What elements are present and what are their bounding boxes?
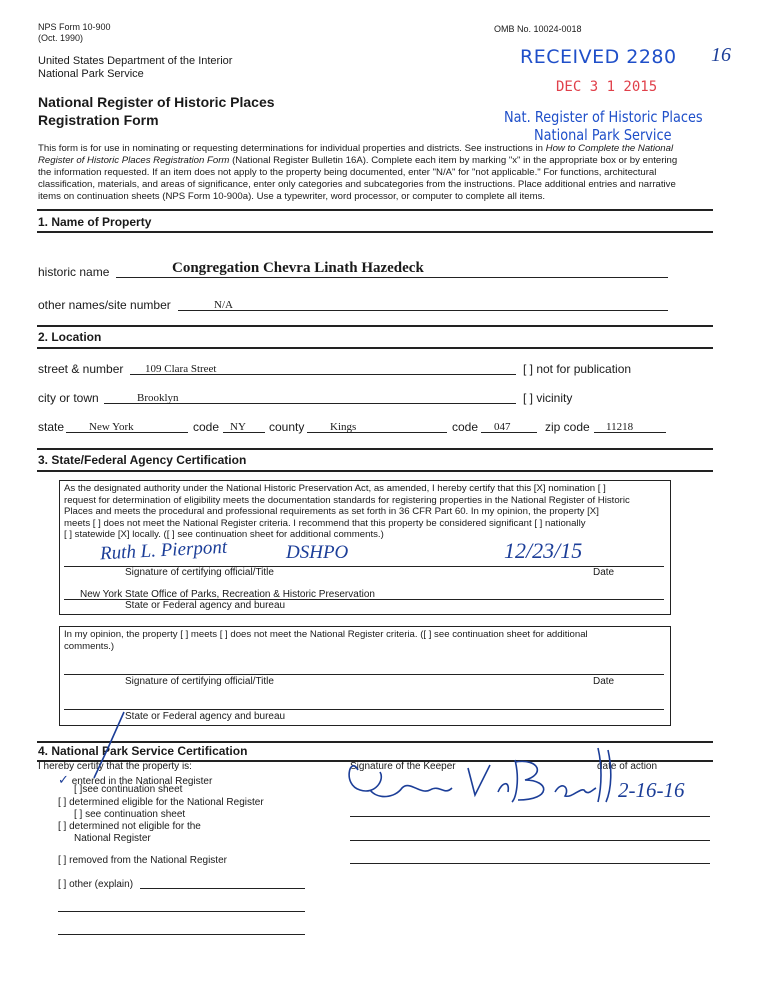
- section2-heading: 2. Location: [38, 330, 102, 344]
- instructions-italic: Register of Historic Places Registration Form: [38, 155, 230, 166]
- entered-checkbox[interactable]: ✓ entered in the National Register: [58, 772, 213, 787]
- date-label: Date: [593, 567, 615, 578]
- cert-line: [ ] statewide [X] locally. ([ ] see continuation sheet for additional comments.): [64, 529, 384, 541]
- opinion-text: [64, 629, 588, 652]
- agency-value: New York State Office of Parks, Recreation & Historic Preservation: [80, 589, 375, 600]
- keeper-check-stroke: [88, 708, 128, 788]
- instructions-italic: How to Complete the National: [542, 143, 674, 154]
- other-names-field[interactable]: [178, 310, 668, 311]
- historic-name-label: historic name: [38, 265, 110, 279]
- entered-label: entered in the National Register: [71, 776, 213, 787]
- other-names-value: N/A: [214, 299, 233, 311]
- date-label-2: Date: [593, 676, 615, 687]
- stamp-service: National Park Service: [534, 126, 672, 144]
- department: United States Department of the Interior: [38, 55, 233, 67]
- keeper-line[interactable]: [350, 840, 710, 841]
- section3-heading: 3. State/Federal Agency Certification: [38, 453, 247, 467]
- date-of-action-label: date of action: [597, 761, 658, 772]
- divider: [37, 448, 713, 450]
- instructions-line: items on continuation sheets (NPS Form 10-900a). Use a typewriter, word processor, or computer to complete all items.: [38, 191, 546, 202]
- continuation-checkbox-2[interactable]: [ ] see continuation sheet: [74, 809, 186, 820]
- divider: [37, 347, 713, 349]
- removed-checkbox[interactable]: [ ] removed from the National Register: [58, 855, 227, 866]
- street-label: street & number: [38, 362, 124, 376]
- cert-line: Places and meets the procedural and professional requirements as set forth in 36 CFR Part 60. In my opinion, the property [X]: [64, 506, 599, 518]
- cert-line: As the designated authority under the National Historic Preservation Act, as amended, I hereby certify that this [X] nomination [ ]: [64, 483, 606, 494]
- form-date: (Oct. 1990): [38, 33, 84, 43]
- certifying-title-handwritten: DSHPO: [286, 542, 349, 563]
- agency-label: State or Federal agency and bureau: [125, 600, 286, 611]
- historic-name-field[interactable]: [116, 277, 668, 278]
- city-label: city or town: [38, 391, 99, 405]
- signature-label-2: Signature of certifying official/Title: [125, 676, 274, 687]
- state-certification-text: [64, 483, 669, 541]
- divider: [37, 231, 713, 233]
- stamp-register: Nat. Register of Historic Places: [504, 108, 703, 126]
- divider: [37, 209, 713, 211]
- vicinity-checkbox[interactable]: [ ] vicinity: [523, 391, 573, 405]
- zip-value: 11218: [606, 421, 634, 433]
- opinion-line: In my opinion, the property [ ] meets [ ] does not meet the National Register criteria. ([ ] see continuation sheet for additional: [64, 629, 588, 640]
- section1-heading: 1. Name of Property: [38, 215, 152, 229]
- other-names-label: other names/site number: [38, 298, 171, 312]
- code-label: code: [193, 420, 220, 434]
- other-explain-line[interactable]: [58, 934, 305, 935]
- historic-name-value: Congregation Chevra Linath Hazedeck: [172, 260, 424, 276]
- cert-line: meets [ ] does not meet the National Register criteria. I recommend that this property be considered significant [ ] nationally: [64, 517, 586, 529]
- nps-intro: I hereby certify that the property is:: [38, 761, 192, 772]
- instructions-line: This form is for use in nominating or requesting determinations for individual properties and districts. See instructions in: [38, 143, 543, 154]
- form-number: NPS Form 10-900: [38, 22, 111, 32]
- county-code-value: 047: [494, 421, 511, 433]
- county-label: county: [269, 420, 305, 434]
- certifying-signature: Ruth L. Pierpont: [99, 536, 228, 565]
- county-field[interactable]: [307, 432, 447, 433]
- code-value: NY: [230, 421, 246, 433]
- instructions-line: classification, materials, and areas of significance, enter only categories and subcategories from the instructions. Place additional entries and narrative: [38, 179, 676, 190]
- county-code-label: code: [452, 420, 479, 434]
- keeper-signature: [340, 740, 640, 820]
- not-eligible-label: National Register: [74, 833, 151, 844]
- received-stamp: RECEIVED 2280: [520, 46, 677, 68]
- divider: [37, 470, 713, 472]
- section4-heading: 4. National Park Service Certification: [38, 744, 248, 758]
- not-eligible-checkbox[interactable]: [ ] determined not eligible for the: [58, 821, 201, 832]
- opinion-line: comments.): [64, 640, 115, 652]
- instructions-line: the information requested. If an item does not apply to the property being documented, enter "N/A" for "not applicable." For functions, architectural: [38, 167, 657, 178]
- received-date-stamp: DEC 3 1 2015: [556, 79, 658, 95]
- other-checkbox[interactable]: [ ] other (explain): [58, 879, 134, 890]
- page-title: National Register of Historic Places: [38, 94, 275, 110]
- eligible-checkbox[interactable]: [ ] determined eligible for the National Register: [58, 797, 264, 808]
- state-value: New York: [89, 421, 134, 433]
- signature-label: Signature of certifying official/Title: [125, 567, 274, 578]
- keeper-date-handwritten: 2-16-16: [618, 778, 685, 802]
- instructions-line: (National Register Bulletin 16A). Complete each item by marking "x" in the appropriate box or by entering: [229, 155, 678, 166]
- street-value: 109 Clara Street: [145, 363, 217, 375]
- signature-line-2[interactable]: [64, 674, 664, 675]
- not-for-publication-checkbox[interactable]: [ ] not for publication: [523, 362, 632, 376]
- city-value: Brooklyn: [137, 392, 179, 404]
- other-explain-line[interactable]: [140, 888, 305, 889]
- keeper-line[interactable]: [350, 863, 710, 864]
- service: National Park Service: [38, 68, 144, 80]
- state-label: state: [38, 420, 65, 434]
- margin-number: 16: [711, 44, 731, 66]
- county-value: Kings: [330, 421, 357, 433]
- certifying-date-handwritten: 12/23/15: [504, 538, 583, 563]
- keeper-label: Signature of the Keeper: [350, 761, 456, 772]
- omb-number: OMB No. 10024-0018: [494, 24, 582, 34]
- zip-label: zip code: [545, 420, 590, 434]
- other-explain-line[interactable]: [58, 911, 305, 912]
- continuation-checkbox-1[interactable]: [ ]see continuation sheet: [74, 784, 183, 795]
- agency-label-2: State or Federal agency and bureau: [125, 711, 286, 722]
- instructions: [38, 143, 738, 203]
- cert-line: request for determination of eligibility meets the documentation standards for registering properties in the National Register of Historic: [64, 494, 630, 506]
- page-subtitle: Registration Form: [38, 112, 159, 128]
- agency-line-2[interactable]: [64, 709, 664, 710]
- divider: [37, 325, 713, 327]
